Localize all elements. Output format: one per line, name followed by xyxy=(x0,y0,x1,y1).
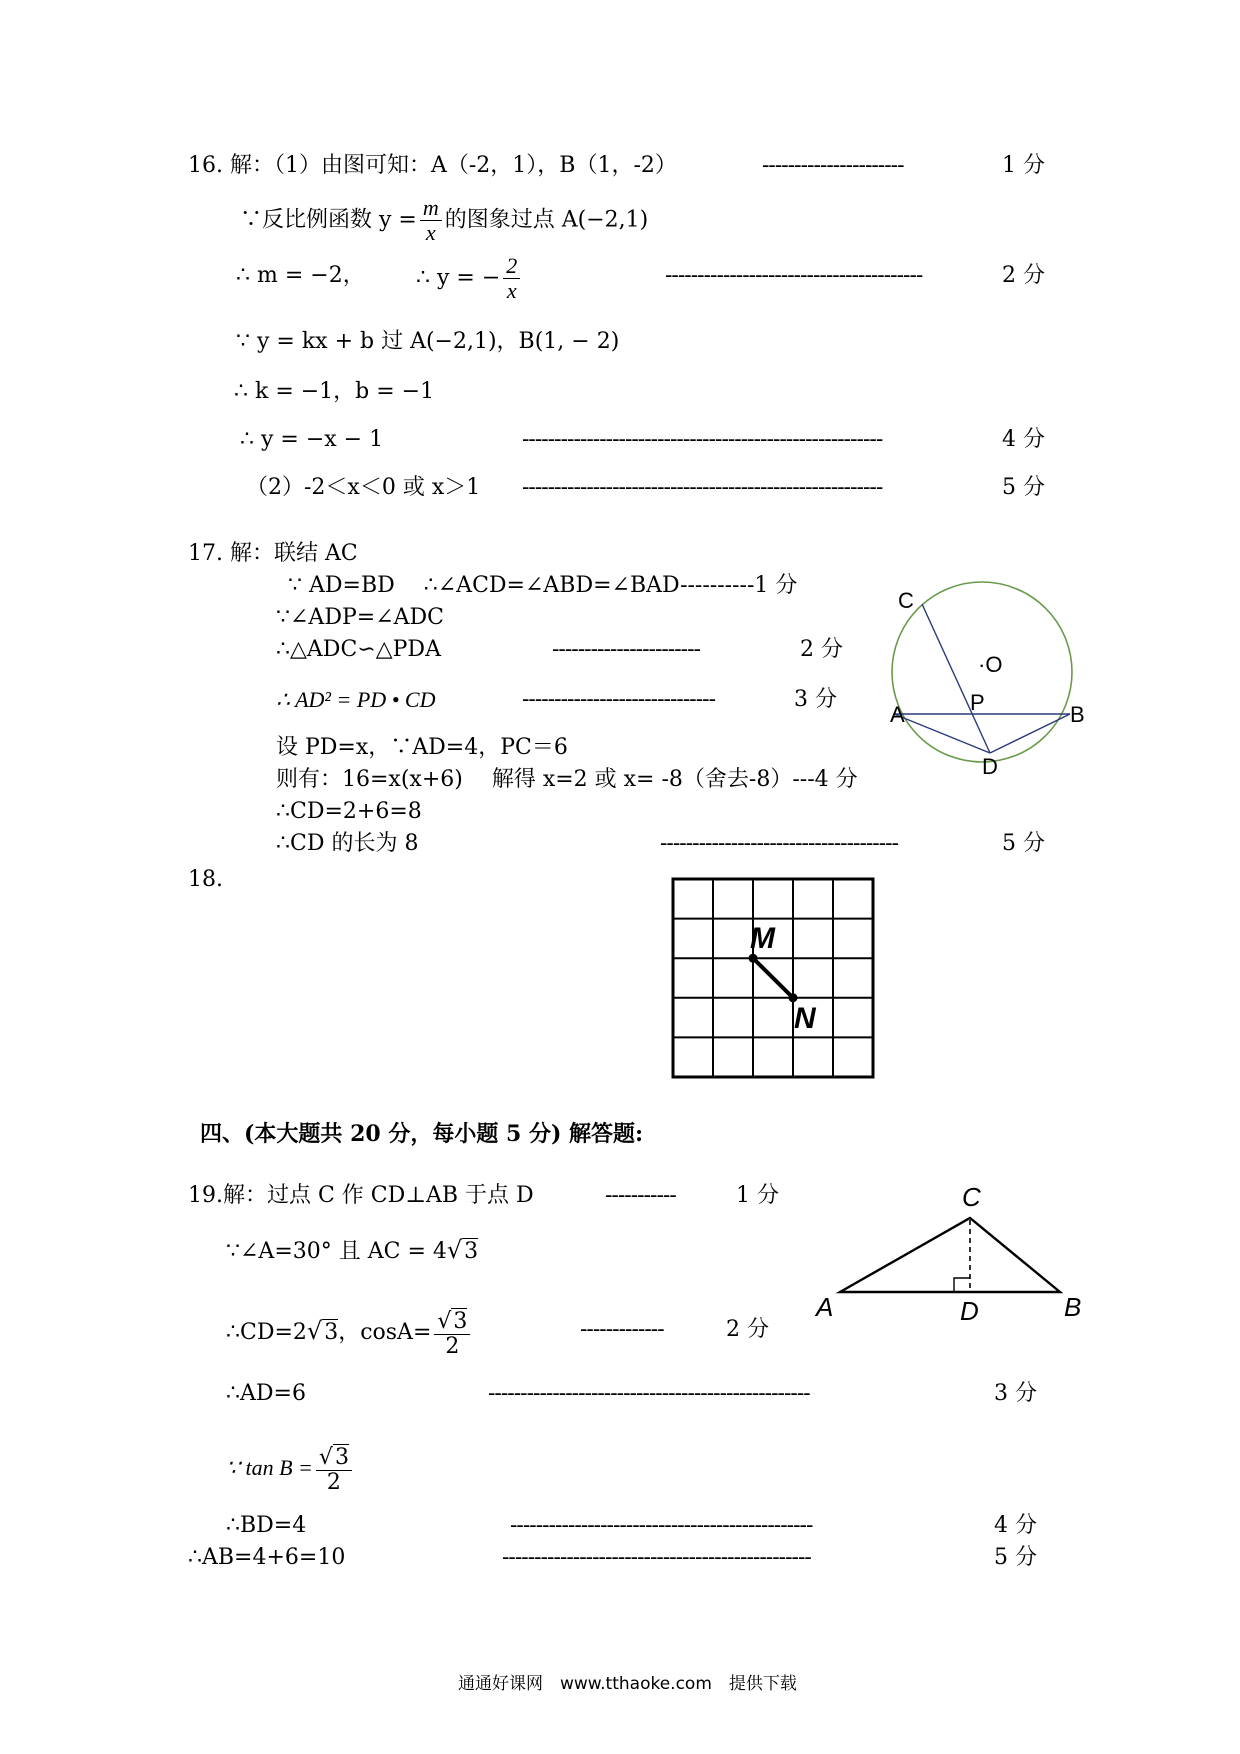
segment-cd xyxy=(922,604,990,753)
label-m: M xyxy=(750,922,775,955)
q17-line-8: ∴CD=2+6=8 xyxy=(276,799,422,824)
q19-line-2 xyxy=(226,1236,478,1266)
fraction xyxy=(503,254,520,303)
score-label: 1 分 xyxy=(1002,153,1045,178)
score-dashes: -------------------------------------------------- xyxy=(488,1381,810,1406)
q19-l5-pre: ∵ tan B = xyxy=(226,1455,313,1480)
sqrt-radicand: 3 xyxy=(334,1445,349,1470)
score-dashes: -------------------------------------------------------- xyxy=(522,475,883,500)
score-label: 2 分 xyxy=(800,637,843,662)
score-dashes: ----------- xyxy=(605,1183,676,1208)
q19-line-4: ∴AD=6 xyxy=(226,1381,306,1406)
fraction xyxy=(420,196,442,245)
q17-line-4: ∴△ADC∽△PDA xyxy=(276,637,441,662)
score-label: 3 分 xyxy=(994,1381,1037,1406)
score-dashes: ---------------------- xyxy=(762,153,904,178)
label-d: D xyxy=(982,754,998,779)
label-n: N xyxy=(794,1002,816,1035)
score-label: 2 分 xyxy=(726,1317,769,1342)
score-label: 4 分 xyxy=(1002,427,1045,452)
right-angle-mark xyxy=(954,1278,970,1292)
score-label: 2 分 xyxy=(1002,263,1045,288)
q17-line-7: 则有：16=x(x+6) 解得 x=2 或 x= -8（舍去-8）---4 分 xyxy=(276,767,858,792)
q19-l3-pre: ∴CD=2 xyxy=(226,1320,307,1345)
score-label: 3 分 xyxy=(794,687,837,712)
sqrt-radicand: 3 xyxy=(453,1309,468,1334)
q16-line-4: ∵ y = kx + b 过 A(−2,1)，B(1, − 2) xyxy=(236,329,620,354)
label-p: P xyxy=(970,690,985,715)
numerator: m xyxy=(420,196,442,221)
fraction xyxy=(316,1446,352,1495)
sqrt-sign: √ xyxy=(446,1236,463,1264)
q16-line-2 xyxy=(240,196,648,245)
grid-figure xyxy=(670,876,880,1082)
q17-line-5: ∴ AD² = PD • CD xyxy=(276,687,436,712)
segment-mn xyxy=(753,958,793,998)
section-heading: 四、(本大题共 20 分，每小题 5 分) 解答题: xyxy=(200,1121,644,1147)
numerator xyxy=(316,1446,352,1471)
q17-line-6: 设 PD=x，∵AD=4，PC＝6 xyxy=(276,735,568,760)
score-dashes: ------------------------------------- xyxy=(660,831,899,856)
q19-l2-pre: ∵∠A=30° 且 AC = 4 xyxy=(226,1239,447,1264)
q16-l2-post: 的图象过点 A(−2,1) xyxy=(444,207,649,233)
score-label: 5 分 xyxy=(994,1545,1037,1570)
q17-line-9: ∴CD 的长为 8 xyxy=(276,831,419,856)
q19-line-6: ∴BD=4 xyxy=(226,1513,307,1538)
q19-l3-mid: ，cosA= xyxy=(338,1320,432,1345)
denominator: x xyxy=(506,278,517,303)
numerator: 2 xyxy=(503,254,520,279)
numerator xyxy=(434,1310,470,1335)
score-label: 5 分 xyxy=(1002,831,1045,856)
q16-l2-pre: ∵反比例函数 y = xyxy=(240,207,417,233)
score-dashes: ----------------------------------------------- xyxy=(510,1513,813,1538)
segment-bd xyxy=(990,714,1070,753)
circle-figure xyxy=(880,570,1100,780)
q19-line-7: ∴AB=4+6=10 xyxy=(188,1545,346,1570)
score-label: 1 分 xyxy=(736,1183,779,1208)
sqrt-radicand: 3 xyxy=(464,1239,479,1264)
label-c: C xyxy=(962,1182,981,1212)
denominator: 2 xyxy=(326,1470,341,1495)
q16-line-3b xyxy=(416,254,523,303)
label-o: ·O xyxy=(978,652,1003,677)
sqrt-sign: √ xyxy=(306,1317,323,1345)
score-dashes: ------------------------------------------------ xyxy=(502,1545,811,1570)
score-label: 5 分 xyxy=(1002,475,1045,500)
fraction xyxy=(434,1310,470,1359)
score-dashes: ---------------------------------------- xyxy=(665,263,923,288)
sqrt-sign: √ xyxy=(318,1445,333,1470)
label-b: B xyxy=(1070,702,1085,727)
denominator: 2 xyxy=(445,1334,460,1359)
label-d: D xyxy=(960,1296,979,1320)
label-c: C xyxy=(898,588,914,613)
denominator: x xyxy=(425,220,436,245)
label-a: A xyxy=(816,1292,834,1320)
triangle-abc xyxy=(840,1218,1060,1292)
triangle-figure xyxy=(810,1180,1100,1320)
score-dashes: ----------------------- xyxy=(552,637,700,662)
q19-line-1: 19.解：过点 C 作 CD⊥AB 于点 D xyxy=(188,1183,534,1208)
score-label: 4 分 xyxy=(994,1513,1037,1538)
point-n xyxy=(789,993,798,1002)
q17-line-1: 17. 解：联结 AC xyxy=(188,541,358,566)
q16-line-3a: ∴ m = −2， xyxy=(236,263,365,288)
sqrt-sign: √ xyxy=(437,1309,452,1334)
q19-line-5 xyxy=(226,1446,355,1495)
page-footer: 通通好课网 www.tthaoke.com 提供下载 xyxy=(458,1674,797,1694)
q17-line-2: ∵ AD=BD ∴∠ACD=∠ABD=∠BAD----------1 分 xyxy=(288,573,798,598)
q16-line-5: ∴ k = −1，b = −1 xyxy=(234,379,435,404)
q16-line-1: 16. 解：（1）由图可知：A（-2，1），B（1，-2） xyxy=(188,153,677,178)
q17-line-3: ∵∠ADP=∠ADC xyxy=(276,605,444,630)
score-dashes: -------------------------------------------------------- xyxy=(522,427,883,452)
q16-l3-b: ∴ y = − xyxy=(416,265,501,291)
point-m xyxy=(749,954,758,963)
score-dashes: ------------- xyxy=(580,1317,664,1342)
label-b: B xyxy=(1064,1292,1082,1320)
sqrt-radicand: 3 xyxy=(324,1320,339,1345)
score-dashes: ------------------------------ xyxy=(522,687,716,712)
q16-line-6: ∴ y = −x − 1 xyxy=(240,427,384,452)
label-a: A xyxy=(890,702,905,727)
q19-line-3 xyxy=(226,1310,473,1359)
q16-line-7: （2）-2＜x＜0 或 x＞1 xyxy=(246,475,481,500)
q18-label: 18. xyxy=(188,867,223,892)
